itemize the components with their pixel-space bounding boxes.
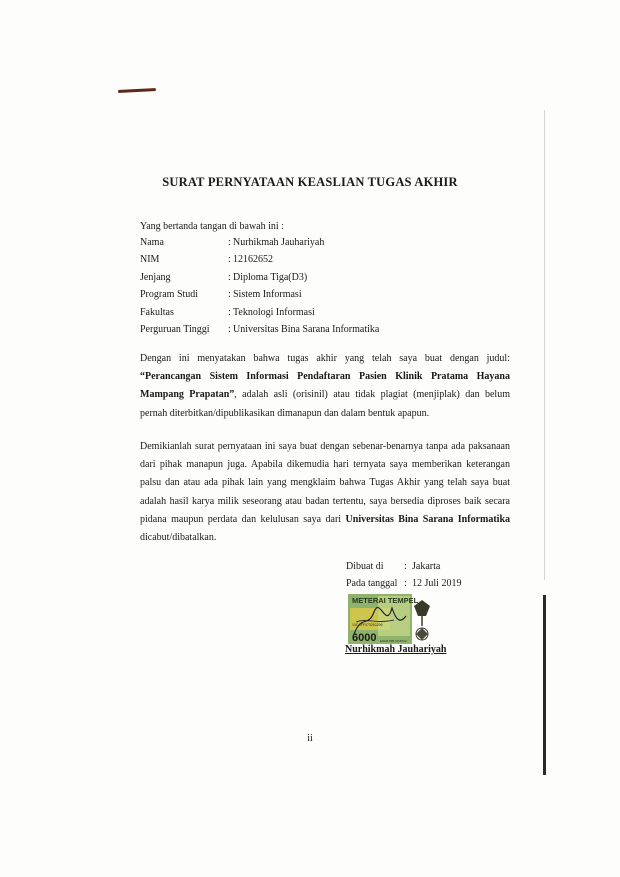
paragraph-text: , adalah asli (orisinil) atau tidak plagiat (menjiplak) dan belum pernah diterbitkan/dipublikasikan dimanapun dan dalam bentuk apapun. [140,389,510,419]
sign-date-value: 12 Juli 2019 [412,578,462,589]
field-value: 12162652 [233,254,273,266]
declaration-paragraph [140,438,510,547]
signer-name: Nurhikmah Jauhariyah [345,644,447,655]
university-name: Universitas Bina Sarana Informatika [345,513,511,525]
paragraph-text: Dengan ini menyatakan bahwa tugas akhir yang telah saya buat dengan judul: [140,353,510,364]
field-label: Nama [140,237,164,248]
meterai-stamp [348,594,432,644]
paragraph-text: dicabut/dibatalkan. [140,532,217,544]
field-label: NIM [140,254,160,266]
field-value: Universitas Bina Sarana Informatika [233,323,380,335]
field-label: Program Studi [140,289,199,301]
sign-place-value: Jakarta [412,561,441,572]
field-row-jenjang: Jenjang : Diploma Tiga(D3) [140,272,379,289]
page-number: ii [307,733,313,744]
field-row-perguruan-tinggi: Perguruan Tinggi : Universitas Bina Sarana Informatika [140,324,379,341]
field-value: Nurhikmah Jauhariyah [233,237,325,248]
field-label: Perguruan Tinggi [140,323,210,335]
statement-paragraph [140,350,510,423]
stamp-footer: ENAM RIBU RUPIAH [380,639,407,643]
sign-date-label: Pada tanggal [346,578,398,589]
field-row-nim: NIM : 12162652 [140,254,379,271]
garuda-emblem-icon [414,600,430,640]
identity-fields [140,237,379,341]
field-row-program-studi: Program Studi : Sistem Informasi [140,289,379,306]
document-title: SURAT PERNYATAAN KEASLIAN TUGAS AKHIR [162,175,458,189]
thesis-title: “Perancangan Sistem Informasi Pendaftaran Pasien Klinik Pratama Hayana Mampang Prapatan” [140,371,510,401]
scan-mark [118,88,156,93]
field-label: Jenjang [140,271,171,283]
field-row-fakultas: Fakultas : Teknologi Informasi [140,307,379,324]
field-value: Teknologi Informasi [233,306,315,318]
stamp-serial: 15CAFF073263296 [352,623,383,627]
stamp-value: 6000 [352,632,377,644]
field-label: Fakultas [140,306,174,318]
field-value: Sistem Informasi [233,289,302,301]
signature-block [346,561,461,595]
page-edge-shadow [543,595,546,775]
sign-place-label: Dibuat di [346,561,384,572]
intro-text: Yang bertanda tangan di bawah ini : [140,221,284,232]
sign-date-row: Pada tanggal : 12 Juli 2019 [346,578,461,595]
stamp-label: METERAI TEMPEL [352,596,419,605]
paragraph-text: Demikianlah surat pernyataan ini saya buat dengan sebenar-benarnya tanpa ada paksanaan dari pihak manapun juga. Apabila dikemudia hari ternyata saya memberikan keterangan palsu dan atau ada pihak lain yang mengklaim bahwa Tugas Akhir yang telah saya buat adalah hasil karya milik seseorang atau badan tertentu, saya bersedia diproses baik secara pidana maupun perdata dan kelulusan saya dari [140,441,510,525]
sign-place-row: Dibuat di : Jakarta [346,561,461,578]
field-value: Diploma Tiga(D3) [233,271,308,283]
field-row-nama: Nama : Nurhikmah Jauhariyah [140,237,379,254]
